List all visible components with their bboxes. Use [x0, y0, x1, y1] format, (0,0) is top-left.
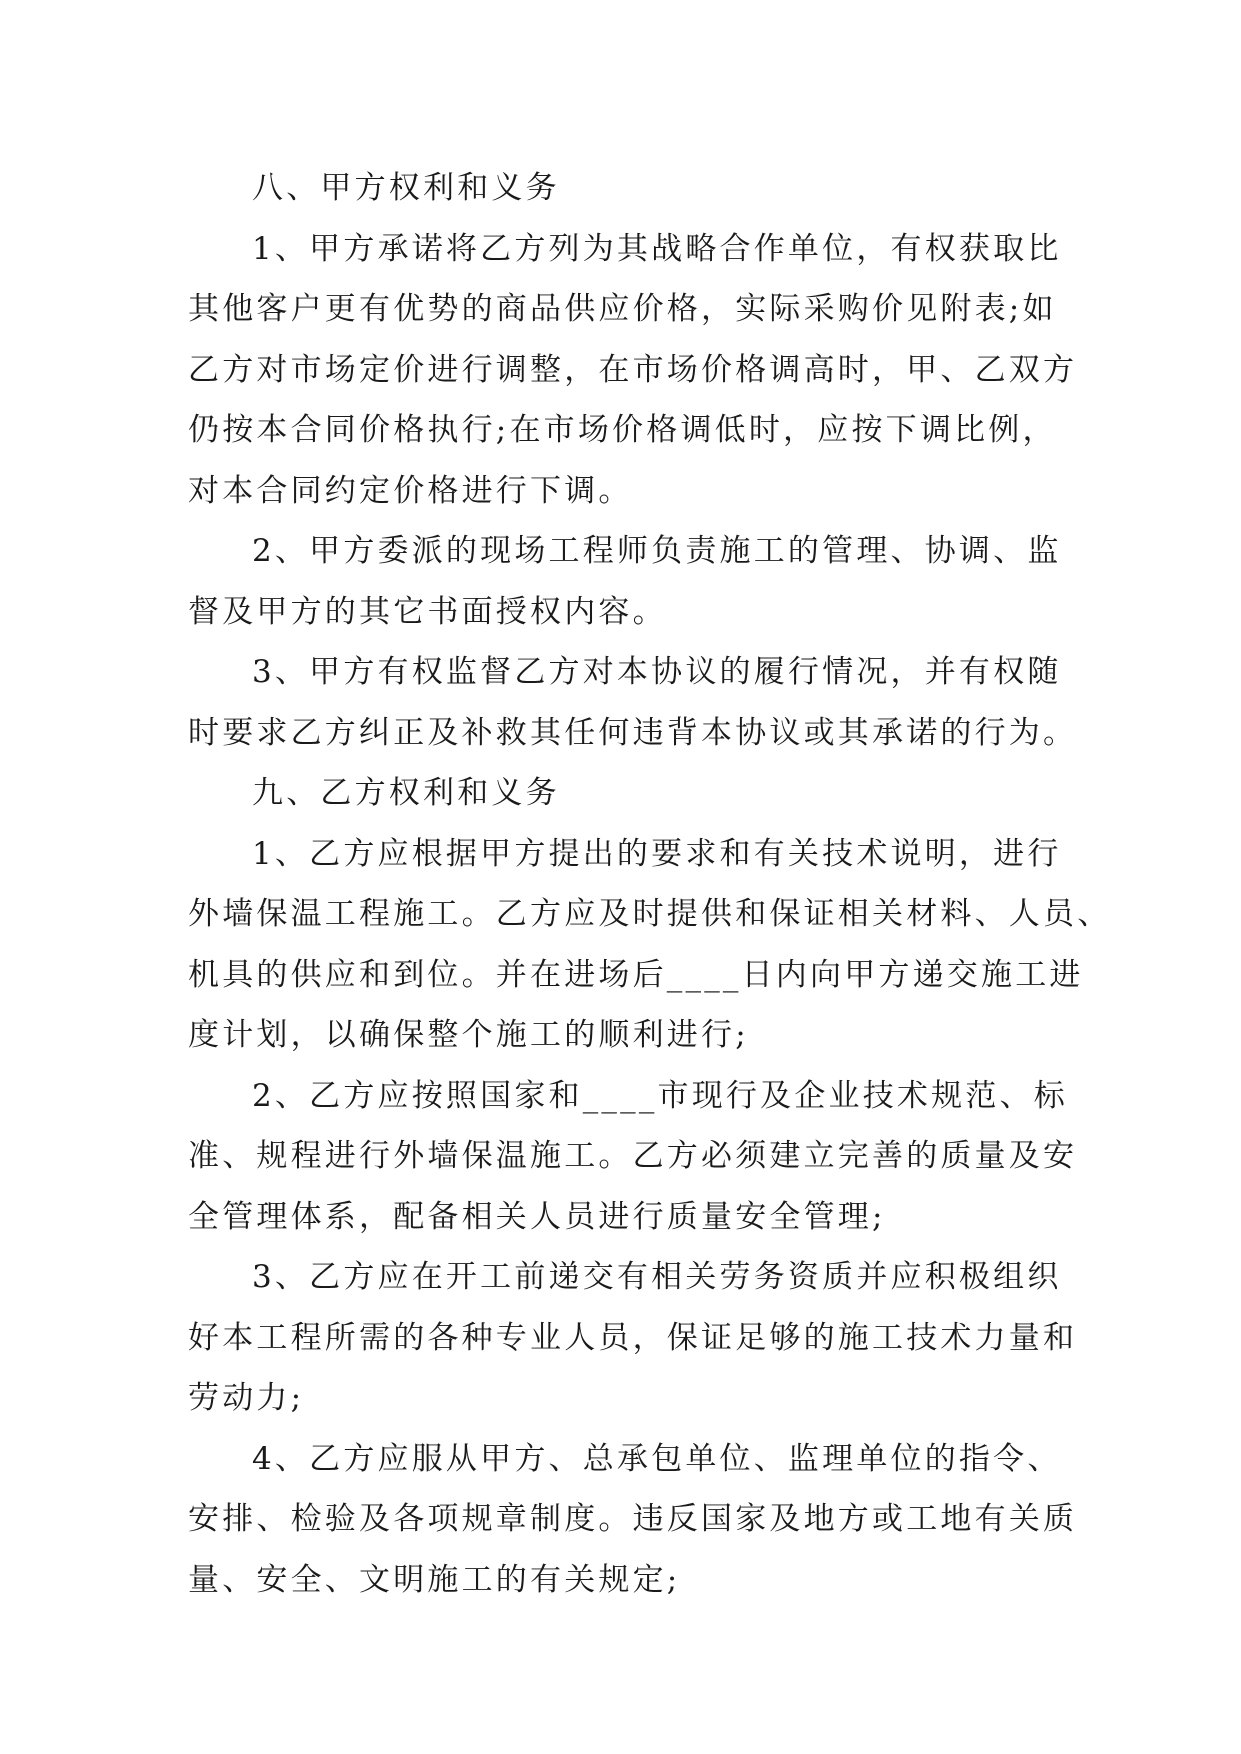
paragraph-line: 好本工程所需的各种专业人员，保证足够的施工技术力量和	[188, 1319, 1078, 1356]
document-page	[188, 158, 1112, 1610]
paragraph	[188, 1429, 1078, 1611]
paragraph-line: 对本合同约定价格进行下调。	[188, 472, 633, 509]
section-heading: 八、甲方权利和义务	[252, 170, 560, 206]
paragraph	[188, 642, 1078, 763]
paragraph-line: 时要求乙方纠正及补救其任何违背本协议或其承诺的行为。	[188, 714, 1078, 751]
paragraph-line: 度计划，以确保整个施工的顺利进行;	[188, 1017, 749, 1053]
paragraph-line: 1、甲方承诺将乙方列为其战略合作单位，有权获取比	[252, 230, 1062, 267]
paragraph-line: 3、甲方有权监督乙方对本协议的履行情况，并有权随	[252, 654, 1062, 690]
paragraph-line: 其他客户更有优势的商品供应价格，实际采购价见附表;如	[188, 291, 1057, 327]
paragraph-line: 全管理体系，配备相关人员进行质量安全管理;	[188, 1198, 886, 1235]
paragraph-line: 外墙保温工程施工。乙方应及时提供和保证相关材料、人员、	[188, 896, 1112, 932]
paragraph-line: 仍按本合同价格执行;在市场价格调低时，应按下调比例，	[188, 412, 1057, 448]
paragraph-line: 机具的供应和到位。并在进场后____日内向甲方递交施工进	[188, 956, 1084, 993]
paragraph-line: 2、甲方委派的现场工程师负责施工的管理、协调、监	[252, 533, 1062, 569]
paragraph	[188, 521, 1068, 642]
paragraph-line: 3、乙方应在开工前递交有相关劳务资质并应积极组织	[252, 1259, 1062, 1295]
paragraph-line: 1、乙方应根据甲方提出的要求和有关技术说明，进行	[252, 835, 1062, 872]
paragraph-line: 准、规程进行外墙保温施工。乙方必须建立完善的质量及安	[188, 1138, 1078, 1174]
paragraph-line: 劳动力;	[188, 1380, 305, 1416]
paragraph-line: 量、安全、文明施工的有关规定;	[188, 1561, 681, 1598]
paragraph-line: 2、乙方应按照国家和____市现行及企业技术规范、标	[252, 1077, 1068, 1114]
paragraph	[188, 219, 1078, 522]
paragraph-line: 4、乙方应服从甲方、总承包单位、监理单位的指令、	[252, 1440, 1062, 1477]
section-heading: 九、乙方权利和义务	[252, 775, 560, 811]
paragraph-line: 乙方对市场定价进行调整，在市场价格调高时，甲、乙双方	[188, 351, 1078, 388]
paragraph	[188, 1247, 1078, 1429]
paragraph	[188, 1066, 1078, 1248]
paragraph	[188, 824, 1112, 1066]
paragraph-line: 督及甲方的其它书面授权内容。	[188, 593, 667, 630]
paragraph-line: 安排、检验及各项规章制度。违反国家及地方或工地有关质	[188, 1501, 1078, 1537]
